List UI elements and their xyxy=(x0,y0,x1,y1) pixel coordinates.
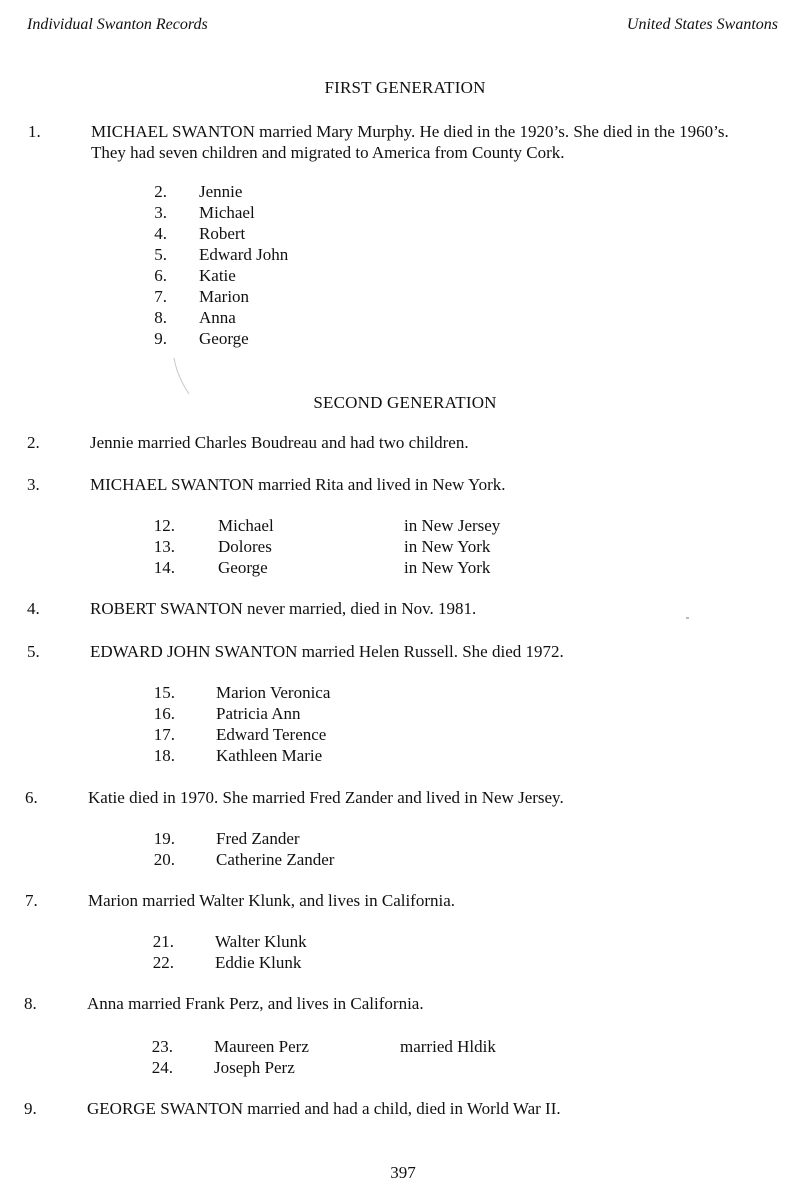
child-number: 15. xyxy=(153,683,175,702)
entry-number: 7. xyxy=(25,891,38,910)
child-residence: in New York xyxy=(404,558,491,577)
child-number: 14. xyxy=(153,558,175,577)
child-number: 3. xyxy=(154,203,167,222)
entry-6 xyxy=(25,787,795,809)
child-name: Katie xyxy=(199,266,236,285)
entry-3 xyxy=(27,474,797,496)
entry-7 xyxy=(25,890,795,912)
second-generation-heading: SECOND GENERATION xyxy=(313,393,497,412)
child-name: Michael xyxy=(199,203,255,222)
entry-text-line-1: MICHAEL SWANTON married Mary Murphy. He died in the 1920’s. She died in the 1960’s. xyxy=(91,122,729,141)
child-number: 16. xyxy=(153,704,175,723)
child-number: 8. xyxy=(154,308,167,327)
child-number: 7. xyxy=(154,287,167,306)
child-number: 9. xyxy=(154,329,167,348)
child-number: 5. xyxy=(154,245,167,264)
running-header-right: United States Swantons xyxy=(626,16,778,33)
child-name: Walter Klunk xyxy=(215,932,307,951)
entry-number: 5. xyxy=(27,642,40,661)
child-name: Kathleen Marie xyxy=(216,746,323,765)
child-name: Catherine Zander xyxy=(216,850,335,869)
child-name: George xyxy=(199,329,249,348)
entry-text: EDWARD JOHN SWANTON married Helen Russell. She died 1972. xyxy=(90,642,564,661)
child-name: Jennie xyxy=(199,182,243,201)
child-name: Anna xyxy=(199,308,236,327)
child-number: 6. xyxy=(154,266,167,285)
entry-number: 3. xyxy=(27,475,40,494)
child-name: Edward Terence xyxy=(216,725,327,744)
entry-text: Anna married Frank Perz, and lives in California. xyxy=(87,994,424,1013)
child-note: married Hldik xyxy=(400,1037,496,1056)
first-generation-heading: FIRST GENERATION xyxy=(324,78,486,97)
child-number: 13. xyxy=(153,537,175,556)
entry-text: GEORGE SWANTON married and had a child, died in World War II. xyxy=(87,1099,561,1118)
entry-number: 4. xyxy=(27,599,40,618)
scan-mark xyxy=(172,356,192,398)
child-number: 24. xyxy=(151,1058,173,1077)
child-number: 2. xyxy=(154,182,167,201)
child-number: 21. xyxy=(152,932,174,951)
entry-2 xyxy=(27,432,797,454)
scan-speck xyxy=(686,617,689,619)
entry-1 xyxy=(28,121,798,165)
child-residence: in New Jersey xyxy=(404,516,501,535)
running-header-left: Individual Swanton Records xyxy=(27,16,208,33)
child-name: Eddie Klunk xyxy=(215,953,302,972)
child-name: George xyxy=(218,558,268,577)
entry-text: ROBERT SWANTON never married, died in Nov. 1981. xyxy=(90,599,477,618)
child-name: Joseph Perz xyxy=(214,1058,295,1077)
child-number: 23. xyxy=(151,1037,173,1056)
entry-number: 6. xyxy=(25,788,38,807)
child-name: Fred Zander xyxy=(216,829,300,848)
child-name: Marion Veronica xyxy=(216,683,331,702)
entry-number: 1. xyxy=(28,122,41,141)
entry-text: Marion married Walter Klunk, and lives in California. xyxy=(88,891,456,910)
entry-text xyxy=(91,121,729,163)
page-number: 397 xyxy=(390,1163,416,1182)
child-name: Robert xyxy=(199,224,246,243)
child-number: 22. xyxy=(152,953,174,972)
child-name: Patricia Ann xyxy=(216,704,301,723)
entry-4 xyxy=(27,598,797,620)
child-number: 20. xyxy=(153,850,175,869)
child-number: 12. xyxy=(153,516,175,535)
entry-number: 2. xyxy=(27,433,40,452)
child-number: 17. xyxy=(153,725,175,744)
child-number: 19. xyxy=(153,829,175,848)
child-number: 18. xyxy=(153,746,175,765)
entry-5 xyxy=(27,641,797,663)
child-name: Marion xyxy=(199,287,250,306)
child-number: 4. xyxy=(154,224,167,243)
child-name: Maureen Perz xyxy=(214,1037,309,1056)
entry-number: 9. xyxy=(24,1099,37,1118)
entry-text: MICHAEL SWANTON married Rita and lived in New York. xyxy=(90,475,506,494)
child-name: Michael xyxy=(218,516,274,535)
child-name: Edward John xyxy=(199,245,289,264)
entry-8 xyxy=(24,993,794,1015)
entry-text-line-2: They had seven children and migrated to America from County Cork. xyxy=(91,143,565,162)
entry-number: 8. xyxy=(24,994,37,1013)
child-name: Dolores xyxy=(218,537,272,556)
entry-text: Jennie married Charles Boudreau and had two children. xyxy=(90,433,469,452)
child-residence: in New York xyxy=(404,537,491,556)
entry-9 xyxy=(24,1098,794,1120)
entry-text: Katie died in 1970. She married Fred Zander and lived in New Jersey. xyxy=(88,788,564,807)
